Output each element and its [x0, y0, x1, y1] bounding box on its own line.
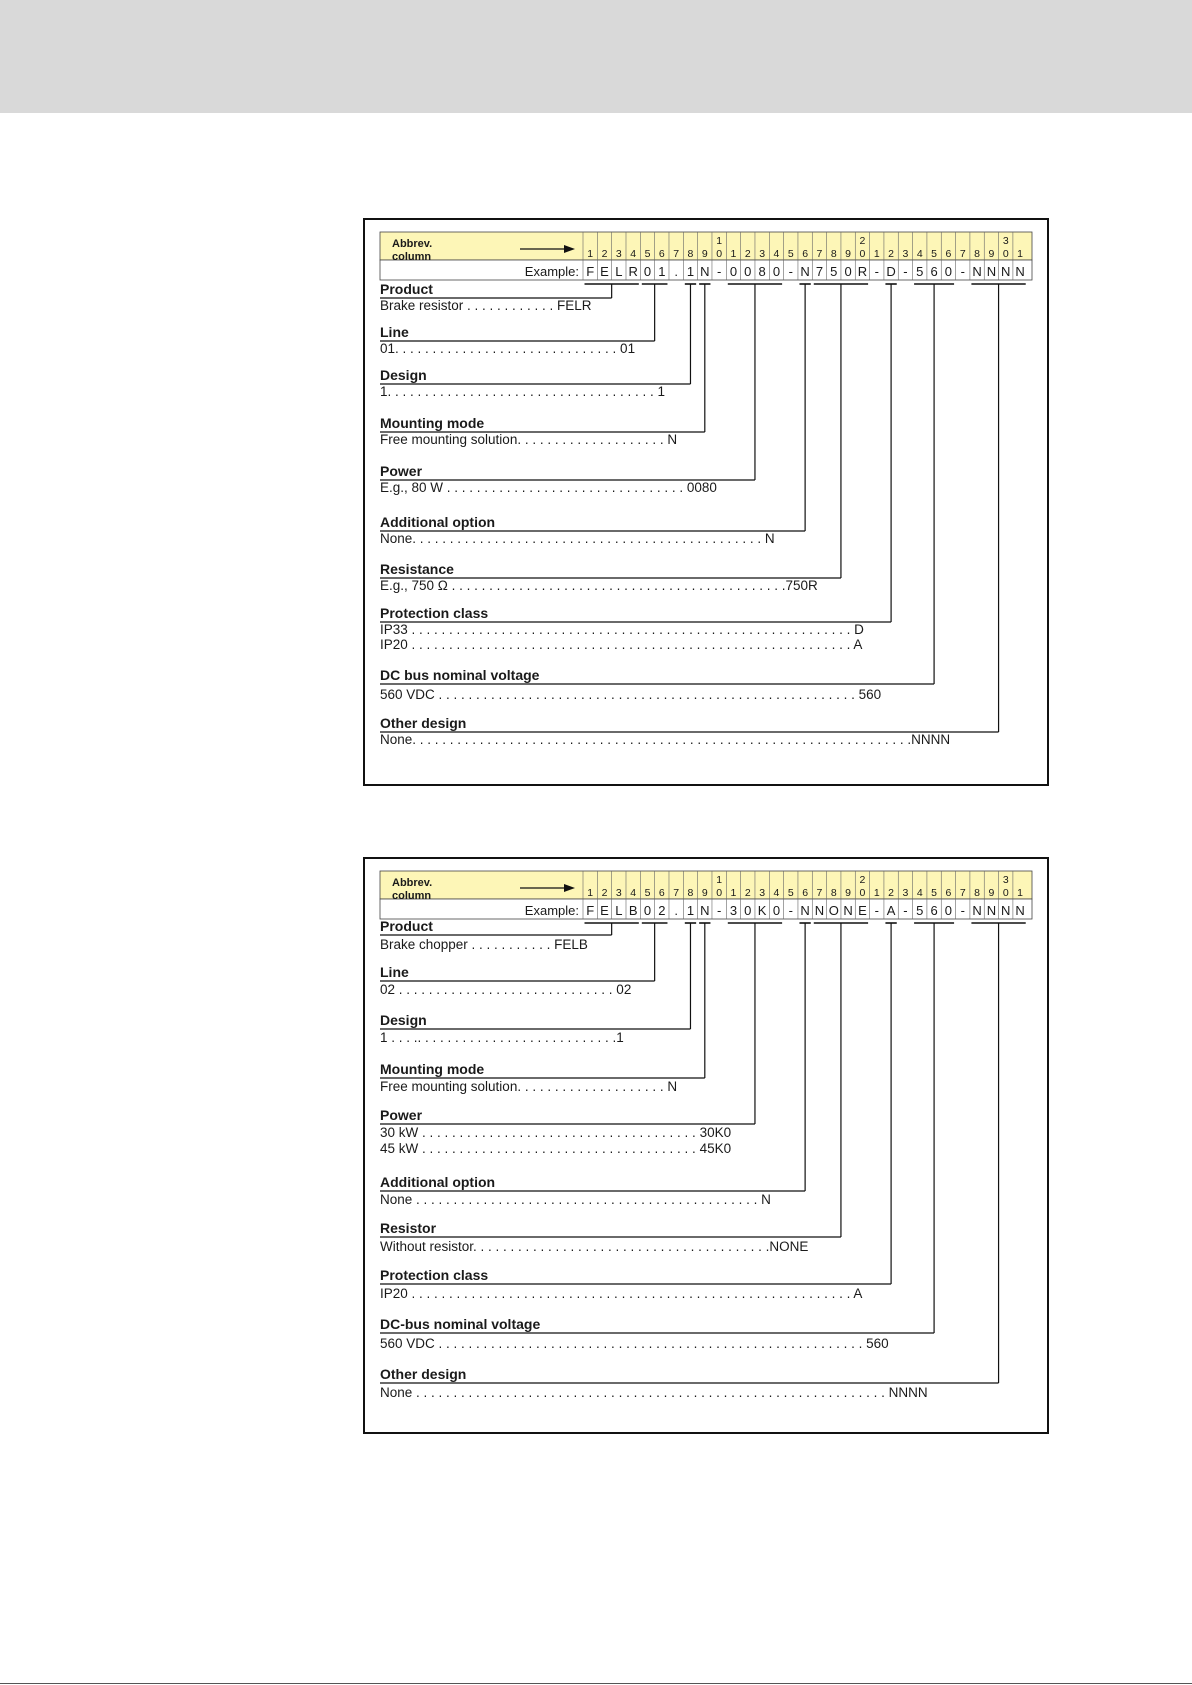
- column-number: 5: [644, 248, 651, 260]
- column-number: 4: [916, 248, 923, 260]
- column-number: 9: [845, 887, 852, 899]
- example-code-char: R: [628, 264, 638, 279]
- group-title: Product: [380, 281, 433, 297]
- group-title: Mounting mode: [380, 415, 485, 431]
- example-code-char: 0: [729, 264, 738, 279]
- group-title: DC bus nominal voltage: [380, 667, 540, 683]
- column-number: 8: [687, 887, 694, 899]
- example-code-char: D: [886, 264, 896, 279]
- group-title: Product: [380, 918, 433, 934]
- column-number: 4: [630, 887, 637, 899]
- example-code-char: N: [972, 903, 982, 918]
- column-number: 2: [888, 248, 895, 260]
- option-line: IP20 . . . . . . . . . . . . . . . . . . . . . . . . . . . . . . . . . . . . . . . . . . . . . . . . . . . . . . . . . . . A: [380, 1286, 863, 1301]
- column-number: 4: [916, 887, 923, 899]
- option-line: None. . . . . . . . . . . . . . . . . . . . . . . . . . . . . . . . . . . . . . . . . . . . . . . . . . . . . . . . . . . . . . . . . . .NNNN: [380, 732, 951, 747]
- option-line: 01. . . . . . . . . . . . . . . . . . . . . . . . . . . . . . 01: [380, 341, 636, 356]
- column-number: 8: [974, 887, 980, 899]
- example-code-char: 5: [916, 264, 924, 279]
- example-code-char: 0: [643, 903, 652, 918]
- option-line: 1. . . . . . . . . . . . . . . . . . . . . . . . . . . . . . . . . . . . 1: [380, 384, 666, 399]
- example-code-char: 8: [758, 264, 766, 279]
- column-number: 5: [644, 887, 651, 899]
- column-number: 4: [773, 248, 780, 260]
- example-code-char: A: [886, 903, 896, 918]
- example-code-char: -: [716, 903, 722, 918]
- example-code-char: N: [814, 903, 825, 918]
- column-number: 4: [630, 248, 637, 260]
- example-code-char: -: [903, 903, 908, 918]
- example-code-char: 2: [658, 903, 666, 918]
- group-title: DC-bus nominal voltage: [380, 1316, 541, 1332]
- column-number: 0: [859, 248, 866, 260]
- column-number: 3: [759, 248, 766, 260]
- column-number: 8: [830, 887, 837, 899]
- example-label: Example:: [524, 264, 579, 279]
- example-code-char: N: [1001, 264, 1011, 279]
- example-code-char: B: [628, 903, 638, 918]
- example-code-char: E: [858, 903, 867, 918]
- example-code-char: O: [828, 903, 839, 918]
- column-number: 5: [931, 887, 938, 899]
- example-code-char: 0: [944, 264, 953, 279]
- example-code-char: .: [674, 903, 678, 918]
- option-line: Free mounting solution. . . . . . . . . . . . . . . . . . . . N: [380, 432, 678, 447]
- example-code-char: L: [615, 903, 623, 918]
- column-number: 4: [773, 887, 780, 899]
- option-line: 02 . . . . . . . . . . . . . . . . . . . . . . . . . . . . . 02: [380, 982, 632, 997]
- example-code-char: -: [960, 903, 965, 918]
- column-number: 8: [974, 248, 980, 260]
- example-code-char: 1: [658, 264, 666, 279]
- example-code-char: -: [874, 264, 879, 279]
- example-code-char: .: [674, 264, 678, 279]
- column-number: 1: [873, 248, 880, 260]
- example-code-char: N: [700, 903, 710, 918]
- column-number-tens: 1: [716, 874, 723, 886]
- example-code-char: K: [757, 903, 767, 918]
- column-number: 1: [1017, 887, 1023, 899]
- example-code-char: 7: [815, 264, 824, 279]
- example-code-char: N: [1001, 903, 1011, 918]
- column-number: 1: [730, 887, 737, 899]
- column-number: 9: [988, 248, 995, 260]
- example-code-char: E: [600, 264, 609, 279]
- column-label: column: [392, 890, 432, 902]
- example-code-char: R: [857, 264, 868, 279]
- column-number: 7: [673, 248, 680, 260]
- column-number: 6: [802, 887, 809, 899]
- column-number: 5: [931, 248, 938, 260]
- column-number: 0: [859, 887, 866, 899]
- column-number: 6: [802, 248, 809, 260]
- type-code-svg-brake-resistor: [365, 220, 1047, 784]
- column-number: 2: [744, 887, 751, 899]
- example-code-char: -: [903, 264, 908, 279]
- option-line: Free mounting solution. . . . . . . . . . . . . . . . . . . . N: [380, 1079, 678, 1094]
- column-number: 6: [945, 248, 952, 260]
- column-number: 7: [959, 887, 966, 899]
- column-number: 7: [816, 248, 823, 260]
- column-number: 7: [673, 887, 680, 899]
- column-number: 8: [830, 248, 837, 260]
- example-code-char: 0: [744, 903, 752, 918]
- column-number: 3: [902, 887, 909, 899]
- example-code-char: 0: [772, 264, 781, 279]
- header-band: [0, 0, 1192, 113]
- abbrev-label: Abbrev.: [392, 238, 433, 250]
- example-code-char: 0: [772, 903, 781, 918]
- column-number: 2: [601, 248, 608, 260]
- option-line: 560 VDC . . . . . . . . . . . . . . . . . . . . . . . . . . . . . . . . . . . . . . . . . . . . . . . . . . . . . . . . 560: [380, 687, 882, 702]
- column-number: 0: [1002, 887, 1009, 899]
- option-line: None . . . . . . . . . . . . . . . . . . . . . . . . . . . . . . . . . . . . . . . . . . . . . . N: [380, 1192, 771, 1207]
- example-code-char: N: [1015, 903, 1025, 918]
- column-number: 9: [988, 887, 995, 899]
- column-number: 9: [701, 887, 708, 899]
- example-code-char: F: [586, 903, 595, 918]
- option-line: 1 . . . .. . . . . . . . . . . . . . . . . . . . . . . . . . .1: [380, 1030, 624, 1045]
- option-line: Brake chopper . . . . . . . . . . . FELB: [380, 937, 588, 952]
- example-code-char: -: [960, 264, 965, 279]
- example-code-char: N: [972, 264, 982, 279]
- column-number-tens: 3: [1002, 874, 1009, 886]
- footer-rule: [0, 1683, 1192, 1684]
- group-title: Resistor: [380, 1220, 437, 1236]
- example-code-char: F: [586, 264, 595, 279]
- group-title: Power: [380, 1107, 423, 1123]
- column-number: 5: [787, 887, 794, 899]
- example-code-char: N: [800, 264, 810, 279]
- group-title: Other design: [380, 715, 467, 731]
- example-code-char: 5: [830, 264, 838, 279]
- example-code-char: N: [843, 903, 853, 918]
- example-code-char: 0: [643, 264, 652, 279]
- example-code-char: 3: [729, 903, 738, 918]
- column-number: 1: [1017, 248, 1023, 260]
- group-title: Design: [380, 367, 427, 383]
- example-code-char: -: [874, 903, 879, 918]
- example-code-char: N: [1015, 264, 1025, 279]
- type-code-diagram-brake-resistor: [363, 218, 1049, 786]
- column-number: 1: [587, 248, 594, 260]
- group-title: Other design: [380, 1366, 467, 1382]
- example-code-char: L: [615, 264, 623, 279]
- example-code-char: 6: [930, 903, 938, 918]
- group-title: Power: [380, 463, 423, 479]
- group-title: Design: [380, 1012, 427, 1028]
- example-code-char: 1: [686, 903, 695, 918]
- example-code-char: -: [788, 264, 793, 279]
- option-line: 30 kW . . . . . . . . . . . . . . . . . . . . . . . . . . . . . . . . . . . . . 30K0: [380, 1125, 732, 1140]
- example-code-char: N: [986, 264, 997, 279]
- option-line: Brake resistor . . . . . . . . . . . . FELR: [380, 298, 592, 313]
- column-number: 2: [888, 887, 895, 899]
- column-number: 3: [902, 248, 909, 260]
- group-title: Resistance: [380, 561, 454, 577]
- example-code-char: 0: [744, 264, 752, 279]
- example-label: Example:: [524, 903, 579, 918]
- example-code-char: N: [986, 903, 997, 918]
- column-number: 9: [701, 248, 708, 260]
- column-number: 6: [658, 248, 665, 260]
- column-number: 6: [945, 887, 952, 899]
- example-code-char: 5: [916, 903, 924, 918]
- option-line: None. . . . . . . . . . . . . . . . . . . . . . . . . . . . . . . . . . . . . . . . . . . . . . . N: [380, 531, 775, 546]
- column-number: 3: [615, 248, 622, 260]
- group-title: Protection class: [380, 1267, 489, 1283]
- column-number-tens: 2: [859, 235, 866, 247]
- option-line: 45 kW . . . . . . . . . . . . . . . . . . . . . . . . . . . . . . . . . . . . . 45K0: [380, 1141, 732, 1156]
- group-title: Mounting mode: [380, 1061, 485, 1077]
- example-code-char: N: [800, 903, 810, 918]
- column-number: 1: [587, 887, 594, 899]
- option-line: Without resistor. . . . . . . . . . . . . . . . . . . . . . . . . . . . . . . . . . . . . . . .NONE: [380, 1239, 809, 1254]
- column-number: 0: [716, 248, 723, 260]
- example-code-char: -: [716, 264, 722, 279]
- option-line: E.g., 80 W . . . . . . . . . . . . . . . . . . . . . . . . . . . . . . . . 0080: [380, 480, 717, 495]
- column-number-tens: 1: [716, 235, 723, 247]
- option-line: IP33 . . . . . . . . . . . . . . . . . . . . . . . . . . . . . . . . . . . . . . . . . . . . . . . . . . . . . . . . . . . D: [380, 622, 864, 637]
- column-number: 0: [716, 887, 723, 899]
- example-code-char: -: [788, 903, 793, 918]
- type-code-svg-brake-chopper: [365, 859, 1047, 1432]
- group-title: Additional option: [380, 1174, 496, 1190]
- example-code-char: N: [700, 264, 710, 279]
- column-number-tens: 2: [859, 874, 866, 886]
- example-code-char: 0: [844, 264, 852, 279]
- example-code-char: E: [600, 903, 609, 918]
- column-number: 0: [1002, 248, 1009, 260]
- group-title: Protection class: [380, 605, 489, 621]
- column-number: 3: [615, 887, 622, 899]
- example-code-char: 6: [930, 264, 938, 279]
- group-title: Line: [380, 324, 409, 340]
- option-line: None . . . . . . . . . . . . . . . . . . . . . . . . . . . . . . . . . . . . . . . . . . . . . . . . . . . . . . . . . . . . . . . NNNN: [380, 1385, 928, 1400]
- column-label: column: [392, 251, 432, 263]
- option-line: E.g., 750 Ω . . . . . . . . . . . . . . . . . . . . . . . . . . . . . . . . . . . . . . . . . . . . .750R: [380, 578, 818, 593]
- column-number: 7: [959, 248, 966, 260]
- option-line: IP20 . . . . . . . . . . . . . . . . . . . . . . . . . . . . . . . . . . . . . . . . . . . . . . . . . . . . . . . . . . . A: [380, 637, 863, 652]
- column-number: 9: [845, 248, 852, 260]
- example-code-char: 0: [944, 903, 953, 918]
- column-number: 6: [658, 887, 665, 899]
- column-number: 8: [687, 248, 694, 260]
- type-code-diagram-brake-chopper: [363, 857, 1049, 1434]
- column-number-tens: 3: [1002, 235, 1009, 247]
- column-number: 7: [816, 887, 823, 899]
- column-number: 5: [787, 248, 794, 260]
- example-code-char: 1: [686, 264, 695, 279]
- column-number: 3: [759, 887, 766, 899]
- column-number: 1: [730, 248, 737, 260]
- column-number: 2: [744, 248, 751, 260]
- abbrev-label: Abbrev.: [392, 877, 433, 889]
- option-line: 560 VDC . . . . . . . . . . . . . . . . . . . . . . . . . . . . . . . . . . . . . . . . . . . . . . . . . . . . . . . . . 560: [380, 1336, 889, 1351]
- column-number: 1: [873, 887, 880, 899]
- group-title: Line: [380, 964, 409, 980]
- group-title: Additional option: [380, 514, 496, 530]
- column-number: 2: [601, 887, 608, 899]
